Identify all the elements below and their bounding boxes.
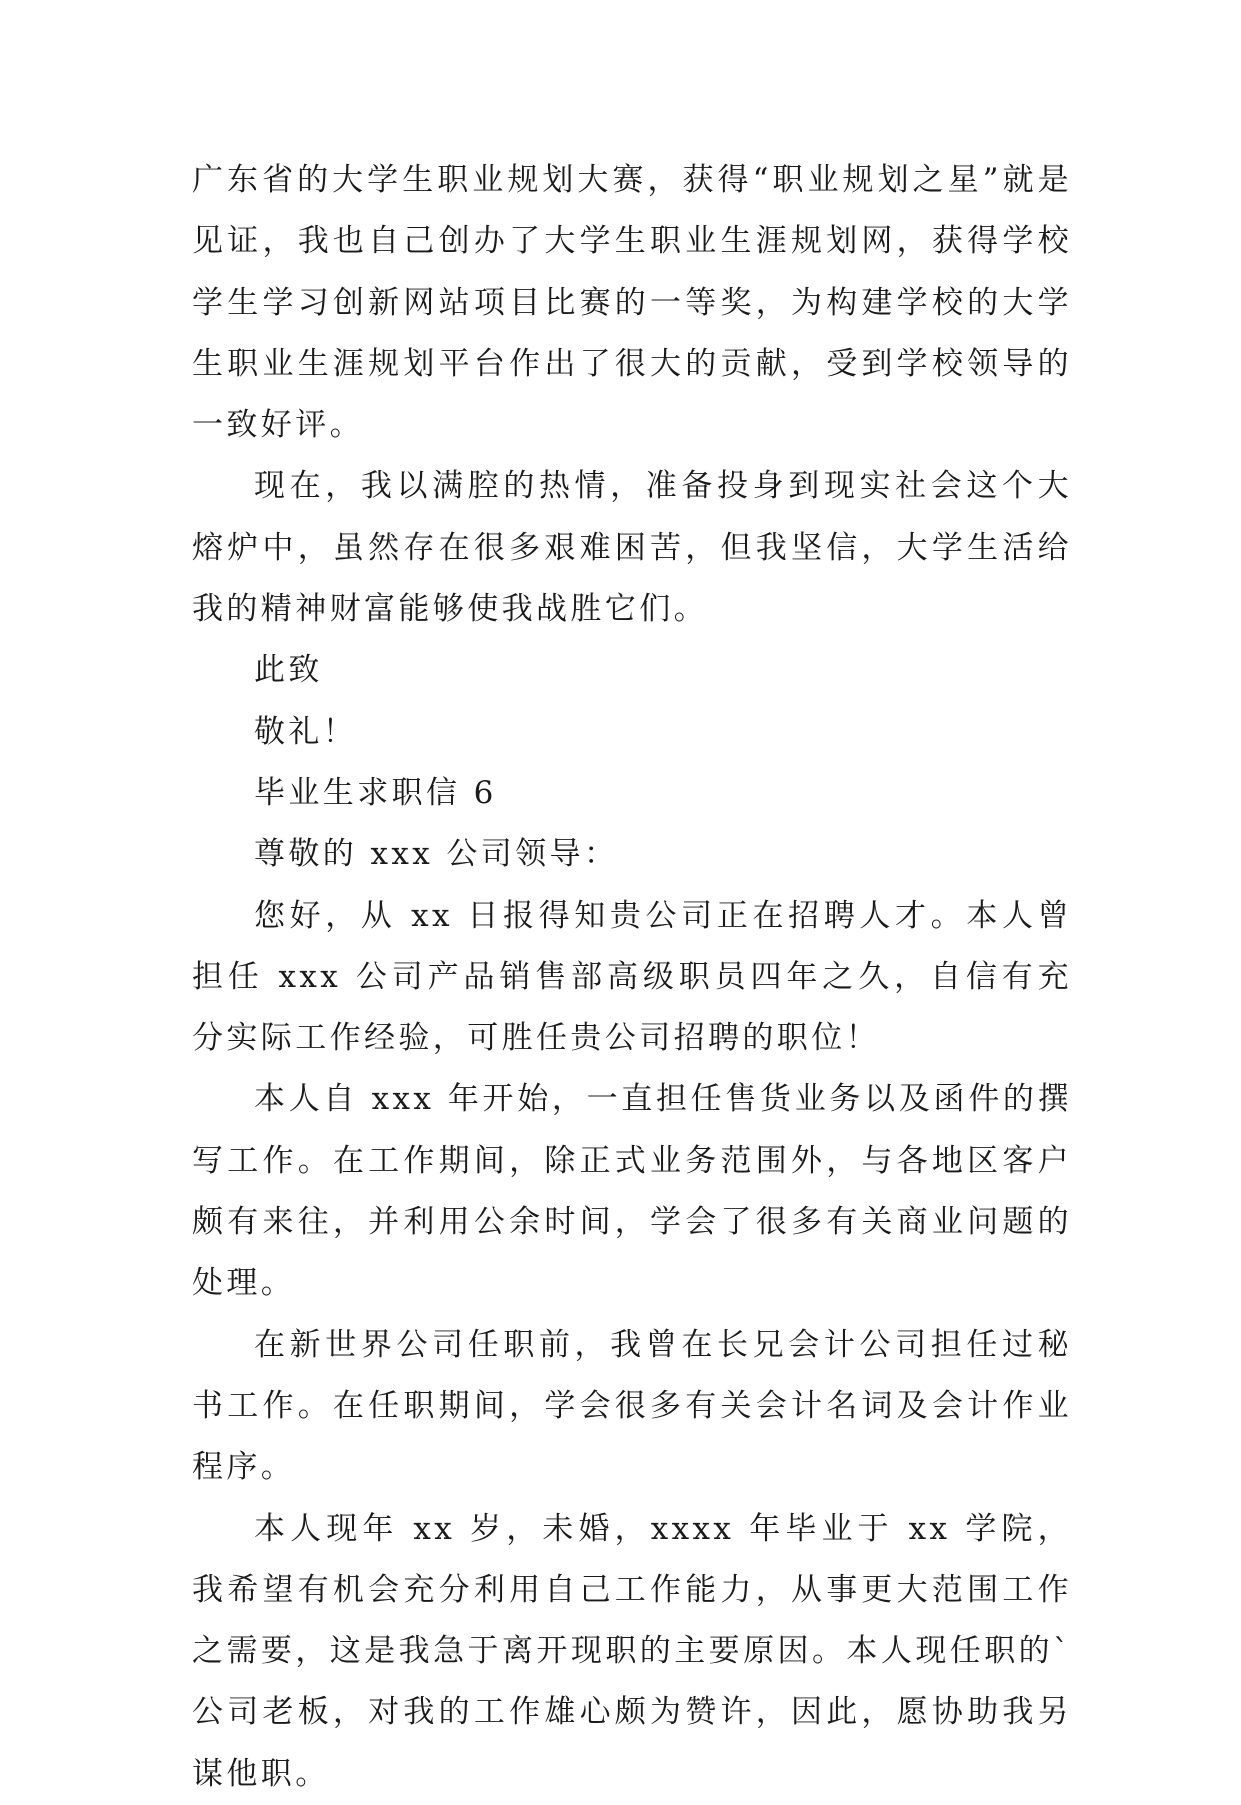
paragraph-sales-experience: 本人自 xxx 年开始，一直担任售货业务以及函件的撰写工作。在工作期间，除正式业务范围外，与各地区客户颇有来往，并利用公余时间，学会了很多有关商业问题的处理。 [192,1081,1072,1302]
paragraph-personal-info: 本人现年 xx 岁，未婚，xxxx 年毕业于 xx 学院，我希望有机会充分利用自己工作能力，从事更大范围工作之需要，这是我急于离开现职的主要原因。本人现任职的`公司老板，对我的工作雄心颇为赞许，因此，愿协助我另谋他职。 [192,1510,1072,1792]
document-body [192,150,1072,1805]
paragraph-secretary-experience: 在新世界公司任职前，我曾在长兄会计公司担任过秘书工作。在任职期间，学会很多有关会计名词及会计作业程序。 [192,1326,1072,1486]
paragraph-greeting: 您好，从 xx 日报得知贵公司正在招聘人才。本人曾担任 xxx 公司产品销售部高级职员四年之久，自信有充分实际工作经验，可胜任贵公司招聘的职位！ [192,897,1072,1057]
closing-cizhi: 此致 [254,652,323,689]
letter-salutation: 尊敬的 xxx 公司领导： [254,836,619,873]
paragraph-enthusiasm: 现在，我以满腔的热情，准备投身到现实社会这个大熔炉中，虽然存在很多艰难困苦，但我坚信，大学生活给我的精神财富能够使我战胜它们。 [192,468,1072,628]
closing-jingli: 敬礼！ [254,713,358,750]
paragraph-contest-award: 广东省的大学生职业规划大赛，获得“职业规划之星”就是见证，我也自己创办了大学生职业生涯规划网，获得学校学生学习创新网站项目比赛的一等奖，为构建学校的大学生职业生涯规划平台作出了很大的贡献，受到学校领导的一致好评。 [192,162,1072,444]
letter-heading: 毕业生求职信 6 [254,774,497,811]
